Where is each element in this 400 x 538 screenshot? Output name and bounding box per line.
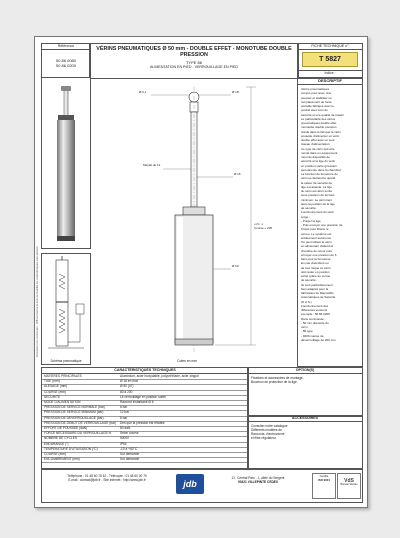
accessories-box [247,415,363,469]
footer [41,469,363,503]
spec-key: PRESSION DE DÉVERROUILLAGE (bar) [44,415,104,420]
specs-title: CARACTÉRISTIQUES TECHNIQUES [42,368,248,374]
spec-key: COURSE (mm) [44,452,66,456]
dim-flat: Méplat de 13 [143,163,161,167]
dim-length: Course + 205 [254,226,273,230]
description-line: Ce type de vérin doit être [301,146,335,151]
description-line: vérin [301,325,308,329]
spec-key: FORCE NÉCESSAIRE DU VERROUILLAGE N [44,431,111,436]
dim-rod-end: Ø 18 [232,90,239,94]
description-line: Ils sont particulièrement [301,282,333,287]
description-line: en alimentant d'abord la [301,244,333,249]
indice-label: Indice : [298,70,362,76]
drawing-units-label: Cotes en mm [177,359,198,363]
description-line: vérin se déclenche quand [301,176,336,181]
spec-value: Dès que la pression est rétablie [120,420,165,425]
option-line-2: Bouchon de protection de la tige. [251,380,298,384]
spec-value: Ø 16 en inox [120,379,139,384]
side-note-anchor [36,246,40,361]
description-line: tige est atteinte. La tige [301,184,333,189]
description-line: doit rester en position [301,269,330,274]
description-line: Fonctionnement des [301,303,329,308]
spec-value: -10 à +50°C [120,446,138,451]
spec-key: PRESSION DE DÉBUT DE VERROUILLAGE (bar) [44,420,117,425]
spec-key: TEMPÉRATURE D'UTILISATION (°C) [44,446,98,451]
spec-row [42,457,248,463]
description-line: La fonction de fermeture du [301,172,338,176]
stamp-label: Bureau Veritas [340,483,358,487]
pneumatic-scheme-box [41,253,91,365]
company-logo: jdb [176,474,204,494]
side-note: Document non contractuel - JDB se réserve le droit de modifier les caractéristiques sans préavis [36,246,39,357]
description-line: pneumatiques double effet [301,121,337,125]
description-line: On peut utiliser le vérin [301,240,332,244]
spec-key: COURSE (mm) [44,389,66,394]
description-panel [297,77,363,367]
spec-key: ENCOMBREMENT (mm) [44,457,80,462]
description-line: déverrouillage de 200 mm [301,337,336,342]
description-line: bien adaptés pour la [301,286,329,291]
cert-label: Certifié [319,474,329,478]
description-line: Automatiques de Sécurité [301,295,336,300]
description-line: monotube double pression [301,125,337,130]
tech-sheet-page [34,36,368,508]
description-line: réside dans le fait que le vérin [301,129,341,134]
spec-key: MODE D'ALIMENTATION [44,400,81,404]
description-line: différentes versions [301,308,327,312]
subtitle: ALIMENTATION EN PIED - VERROUILLAGE EN PIED [150,64,238,69]
description-line: de sécurité. [301,278,317,283]
spec-value: Aluminium, acier inoxydable, polyuréthane, acier zingué [120,374,199,378]
cylinder-photo [42,78,90,248]
reference-label: Référence [42,44,90,50]
certification-stamp: VdS Bureau Veritas [337,473,361,499]
accessory-line-3: Raccords, électrovanne [251,432,285,436]
description-line: Fonctionnement du vérin [301,210,335,215]
description-line: conçus pour lever, tirer, [301,91,333,96]
fiche-label: FICHE TECHNIQUE n° [298,44,362,50]
spec-key: EFFORT DE POUSSÉE (daN) [44,426,88,430]
spec-value: 12 bar [120,410,130,415]
description-line: à tige : [301,214,311,219]
description-line: - 50 mm diamètre du [301,320,329,325]
spec-value: 50000 [120,436,129,441]
spec-value: 80 à 200 [120,389,133,394]
spec-value: 6 bar [120,415,128,420]
description-line: sous pression de 12 bars [301,193,335,198]
product-photo-frame [41,77,91,249]
description-line: pousser et stabiliser un [301,95,332,100]
accessories-title: ACCESSOIRES [248,416,362,422]
spec-value: IP54 [120,441,127,446]
options-title: OPTION(S) [248,368,362,374]
spec-value: 6 bar [120,405,128,410]
reference-2: 50 86 0200 [55,62,77,68]
fiche-box [297,43,363,79]
description-line: envoyer une pression de 6 [301,252,337,257]
scheme-label: Schéma pneumatique [50,359,82,363]
iso-label: ISO 9001 [318,478,330,482]
dim-tolerance: +1.5 / -1 [254,223,263,226]
spec-value: Sur demande [120,452,140,456]
footer-address-2: 93421 VILLEPINTE CEDEX [237,480,279,485]
spec-key: PRESSION DE SERVICE NORMALE (bar) [44,405,105,410]
description-line: muni de dispositifs de [301,155,330,159]
dim-rod: Ø 16 [234,172,241,176]
description-line: Vérins pneumatiques [301,87,330,91]
footer-email[interactable]: E-mail : contact@jdb.fr - Site internet : http://www.jdb.fr [68,478,146,483]
spec-value: Ø 50 (47) [120,384,134,389]
description-line: sortie grâce au verrou [301,274,331,278]
fiche-number: T 5827 [302,52,358,67]
description-line: du vérin est alors sortie [301,189,333,193]
page-title: VÉRINS PNEUMATIQUES Ø 50 mm - DOUBLE EFFET - MONOTUBE DOUBLE PRESSION [96,46,292,59]
spec-value: Sur demande [120,457,140,462]
description-line: monté dans un équipement [301,150,338,155]
description-line: 6 bars pour libérer le [301,227,329,232]
description-line: en position sortie (pression [301,163,337,168]
type-label: TYPE 86 [185,59,202,65]
reference-1: 50 86 0080 [55,58,77,63]
description-line: permanente dans la chambre). [301,167,342,172]
pneumatic-scheme-drawing [42,254,90,354]
description-line: de tout risque ce vérin [301,265,331,270]
description-line: sécurité et la tige du vérin [301,159,336,164]
description-line: - 0200 course de [301,333,324,338]
description-line: alors la position de la tige [301,201,335,206]
footer-address-1: Z.I. Central Parc - 1, allée du Sergent [231,476,285,480]
description-title: DESCRIPTIF [298,78,362,85]
accessory-line-1: Consulter notre catalogue [251,424,288,428]
specs-table [41,367,249,469]
cylinder-dimension-drawing [91,77,297,365]
spec-value: Selon course [120,431,139,436]
description-line: minimum. Le vérin tient [301,197,333,202]
spec-key: NOMBRE DE CYCLES [44,436,77,441]
footer-phone: Téléphone : 01 48 60 76 52 - Télécopie : 01 48 60 00 79 [67,474,147,478]
spec-key: ALÉSAGE (mm) [44,384,68,389]
description-line: double effet avec un seul [301,138,335,142]
description-line: exemple : 50 86 0200 [301,312,330,317]
description-line: bars pour la fermeture. [301,257,332,261]
spec-key: SÉCURITÉ [44,394,61,399]
description-line: produit avec soin de [301,108,328,113]
description-line: la valeur de sécurité de [301,180,333,185]
title-box [89,43,299,79]
description-text [298,85,362,342]
description-line: verrou. Le système est [301,231,332,236]
spec-key: TIGE (mm) [44,379,60,384]
description-line: En cas d'accident ou [301,261,329,266]
spec-key: ENDURANCE (°) [44,441,69,446]
description-line: réseau d'alimentation. [301,142,331,147]
description-line: - Purger la tige [301,218,321,223]
description-line: remplacement de fonte [301,99,332,104]
dim-rod-eye: Ø 6,1 [139,90,147,94]
spec-value: Le verrouillage en position sortie [120,394,166,399]
accessory-line-4: et filtre régulateur. [251,436,277,440]
description-line: Dans commande : [301,316,326,321]
description-line: (D.A.S.). [301,299,313,304]
technical-drawing [91,77,297,365]
description-line: sécurité et une qualité de travail [301,112,344,117]
description-line: Le particularité des vérins [301,116,336,121]
spec-key: MATIÈRES PRINCIPALES [44,374,82,378]
description-line: - Puis envoyer une pression de [301,223,343,227]
options-box [247,367,363,417]
description-line: chambre de retour puis [301,248,332,253]
option-line-1: Fixations et accessoires de montage. [251,376,304,380]
spec-value: Raccord instantané Ø 6 [120,400,154,404]
description-line: possède d'alimenter un vérin [301,133,340,138]
accessory-line-2: Différents modèles de [251,428,282,432]
spec-value: 80 daN [120,426,131,430]
reference-box [41,43,91,79]
dim-body: Ø 60 [232,264,239,268]
description-line: portable fabriqué avec le [301,104,334,108]
description-line: de sécurité. [301,206,317,210]
description-line: fabrication de Dispositifs [301,291,334,295]
description-line: - 86 type [301,329,313,334]
spec-key: PRESSION DE SERVICE MINIMUM (bar) [44,410,104,415]
description-line: entièrement autonome. [301,235,332,240]
